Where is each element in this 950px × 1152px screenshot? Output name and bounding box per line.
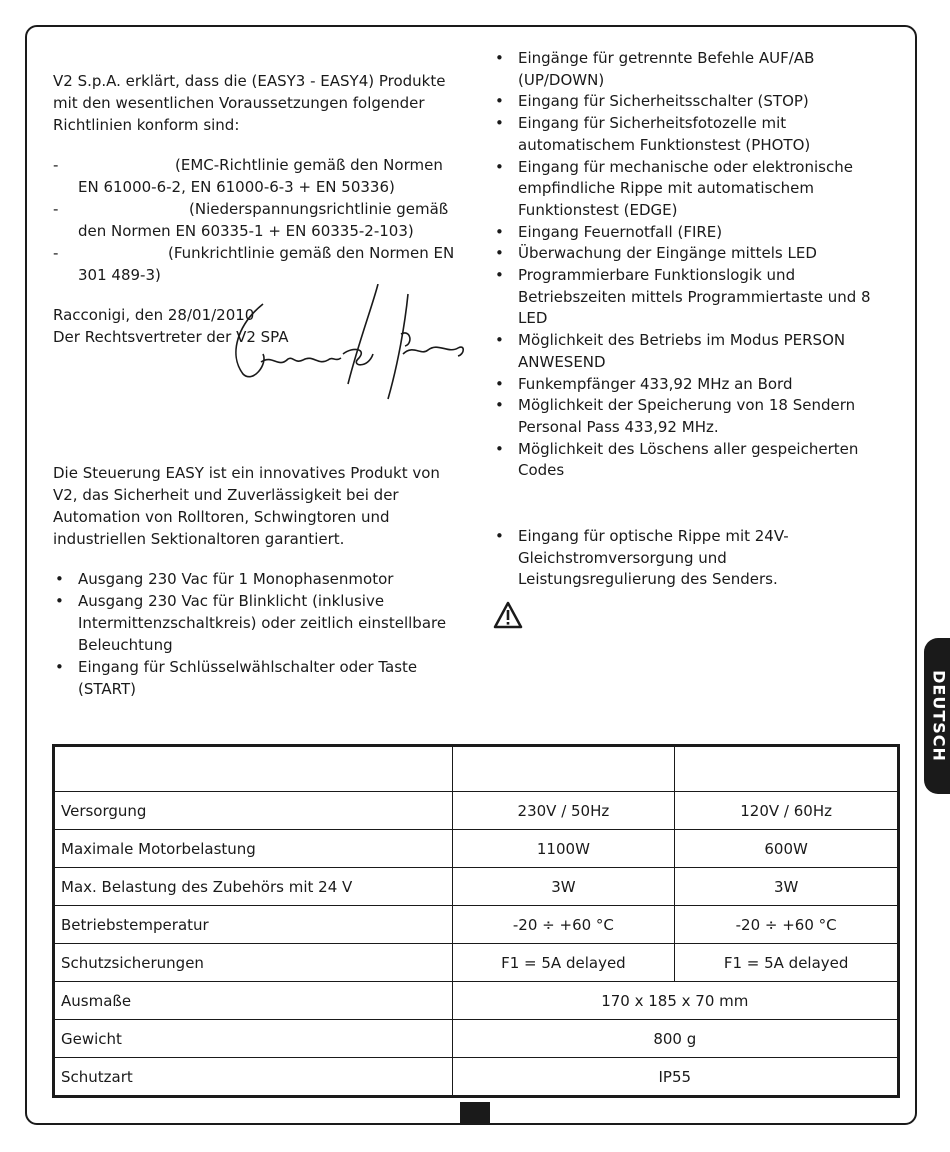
list-dash: -	[53, 244, 59, 262]
row-value: 230V / 50Hz	[452, 792, 675, 830]
list-item: • Eingang für Schlüsselwählschalter oder Taste (START)	[53, 656, 463, 700]
signature-block	[53, 304, 463, 414]
row-value: 1100W	[452, 830, 675, 868]
directive-lv	[53, 198, 463, 242]
right-feature-list	[493, 48, 878, 482]
list-item: • Möglichkeit des Betriebs im Modus PERSON ANWESEND	[493, 330, 878, 373]
row-value: 800 g	[452, 1020, 898, 1058]
table-header-row	[54, 746, 899, 792]
row-value: F1 = 5A delayed	[452, 944, 675, 982]
row-value: -20 ÷ +60 °C	[452, 906, 675, 944]
directive-radio	[53, 242, 463, 286]
language-tab-label: DEUTSCH	[929, 670, 949, 762]
table-header-cell	[675, 746, 899, 792]
row-label: Schutzsicherungen	[54, 944, 453, 982]
row-value: 170 x 185 x 70 mm	[452, 982, 898, 1020]
list-item: • Eingang Feuernotfall (FIRE)	[493, 222, 878, 244]
list-item: • Eingang für mechanische oder elektronische empfindliche Rippe mit automatischem Funktionstest (EDGE)	[493, 157, 878, 222]
table-row	[54, 868, 899, 906]
page-number-box	[460, 1102, 490, 1124]
table-row	[54, 1058, 899, 1097]
table-row	[54, 906, 899, 944]
table-row	[54, 1020, 899, 1058]
row-value: 120V / 60Hz	[675, 792, 899, 830]
handwritten-signature	[233, 284, 473, 414]
row-label: Max. Belastung des Zubehörs mit 24 V	[54, 868, 453, 906]
row-label: Gewicht	[54, 1020, 453, 1058]
warning-triangle-icon	[493, 601, 523, 629]
left-feature-list	[53, 568, 463, 700]
list-item: • Ausgang 230 Vac für Blinklicht (inklusive Intermittenzschaltkreis) oder zeitlich einstellbare Beleuchtung	[53, 590, 463, 656]
language-tab	[924, 638, 950, 794]
row-value: -20 ÷ +60 °C	[675, 906, 899, 944]
directive-emc	[53, 154, 463, 198]
directive-text: (Funkrichtlinie gemäß den Normen EN 301 489-3)	[78, 244, 455, 284]
place-date: Racconigi, den 28/01/2010	[53, 306, 255, 324]
list-dash: -	[53, 156, 59, 174]
right-column	[493, 48, 878, 636]
table-row	[54, 944, 899, 982]
representative: Der Rechtsvertreter der V2 SPA	[53, 328, 289, 346]
product-description: Die Steuerung EASY ist ein innovatives Produkt von V2, das Sicherheit und Zuverlässigkeit bei der Automation von Rolltoren, Schwingtoren und industriellen Sektionaltoren garantiert.	[53, 464, 440, 548]
list-item: • Eingänge für getrennte Befehle AUF/AB (UP/DOWN)	[493, 48, 878, 91]
table-header-cell	[452, 746, 675, 792]
spec-table	[52, 744, 900, 1098]
table-row	[54, 792, 899, 830]
directive-text: (EMC-Richtlinie gemäß den Normen EN 61000-6-2, EN 61000-6-3 + EN 50336)	[78, 156, 443, 196]
list-item: • Eingang für Sicherheitsfotozelle mit automatischem Funktionstest (PHOTO)	[493, 113, 878, 156]
list-item: • Eingang für optische Rippe mit 24V-Gleichstromversorgung und Leistungsregulierung des Senders.	[493, 526, 878, 591]
table-row	[54, 830, 899, 868]
list-item: • Programmierbare Funktionslogik und Betriebszeiten mittels Programmiertaste und 8 LED	[493, 265, 878, 330]
row-label: Schutzart	[54, 1058, 453, 1097]
row-value: IP55	[452, 1058, 898, 1097]
list-item: • Möglichkeit des Löschens aller gespeicherten Codes	[493, 439, 878, 482]
list-item: • Funkempfänger 433,92 MHz an Bord	[493, 374, 878, 396]
table-row	[54, 982, 899, 1020]
declaration-intro: V2 S.p.A. erklärt, dass die (EASY3 - EASY4) Produkte mit den wesentlichen Voraussetzungen folgender Richtlinien konform sind:	[53, 72, 446, 134]
row-label: Betriebstemperatur	[54, 906, 453, 944]
list-item: • Überwachung der Eingänge mittels LED	[493, 243, 878, 265]
row-label: Ausmaße	[54, 982, 453, 1020]
row-value: 600W	[675, 830, 899, 868]
left-column	[53, 70, 463, 700]
row-value: 3W	[675, 868, 899, 906]
row-label: Versorgung	[54, 792, 453, 830]
list-item: • Eingang für Sicherheitsschalter (STOP)	[493, 91, 878, 113]
optional-feature-list	[493, 526, 878, 591]
row-value: F1 = 5A delayed	[675, 944, 899, 982]
row-value: 3W	[452, 868, 675, 906]
row-label: Maximale Motorbelastung	[54, 830, 453, 868]
directive-text: (Niederspannungsrichtlinie gemäß den Normen EN 60335-1 + EN 60335-2-103)	[78, 200, 449, 240]
table-header-cell	[54, 746, 453, 792]
list-item: • Möglichkeit der Speicherung von 18 Sendern Personal Pass 433,92 MHz.	[493, 395, 878, 438]
list-dash: -	[53, 200, 59, 218]
list-item: • Ausgang 230 Vac für 1 Monophasenmotor	[53, 568, 463, 590]
directive-list	[53, 154, 463, 286]
